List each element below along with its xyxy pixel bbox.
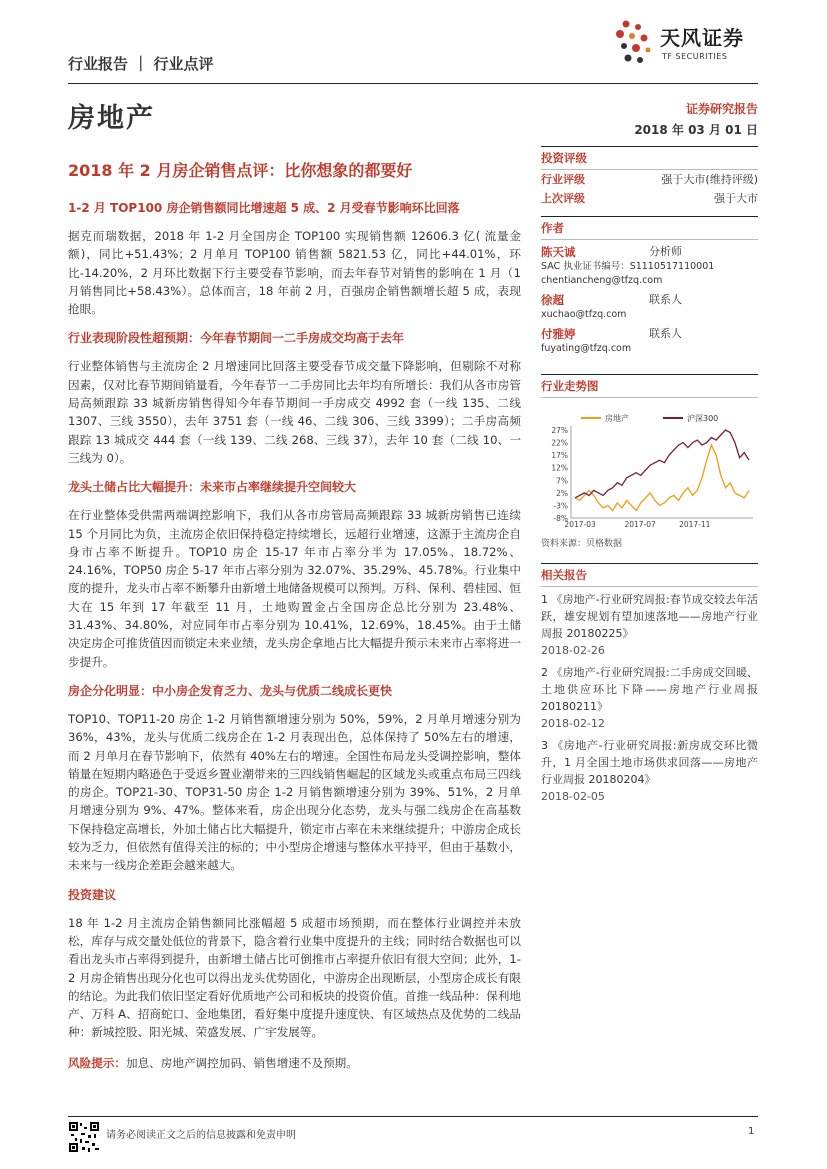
y-tick-label: 22% — [551, 438, 568, 448]
section-heading: 1-2 月 TOP100 房企销售额同比增速超 5 成、2 月受春节影响环比回落 — [68, 201, 460, 215]
trend-heading: 行业走势图 — [541, 374, 758, 398]
author-email[interactable]: xuchao@tfzq.com — [541, 309, 627, 320]
section-heading: 投资建议 — [68, 887, 117, 902]
author-name: 陈天诚 — [541, 245, 576, 259]
trend-chart-svg — [541, 408, 758, 534]
section-paragraph: 在行业整体受供需两端调控影响下，我们从各市房管局高频跟踪 33 城新房销售已连续 15 个月同比为负，主流房企依旧保持稳定持续增长，远超行业增速，这源于主流房企自身市占率不断提升。TOP10 房企 15-17 年市占率分半为 17.05%、18.72%、24.16%，TOP50 房企 5-17 年市占率分别为 32.07%、35.29%、45.78%。行业集中度的提升，龙头市占率不断攀升由新增土地储备规模可以预判。万科、保利、碧桂园、恒大在 15 年到 17 年截至 11 月，土地购置金占全国房企总比分别为 23.48%、31.43%、34.80%，对应同年市占率分别为 10.41%，12.69%，18.45%。由于土储决定房企可推货值因而锁定未来业绩，龙头房企拿地占比大幅提升预示未来市占率将进一步提升。 — [68, 508, 521, 669]
y-tick-label: 27% — [551, 426, 568, 435]
logo-text-cn: 天风证券 — [660, 26, 744, 50]
series-line — [575, 430, 749, 498]
author-role: 联系人 — [649, 327, 682, 340]
author-block — [541, 244, 758, 288]
footer-divider — [68, 1116, 758, 1117]
rating-value: 强于大市(维持评级) — [661, 173, 758, 186]
risk-label: 风险提示： — [68, 1055, 126, 1070]
section-heading: 行业表现阶段性超预期：今年春节期间一二手房成交均高于去年 — [68, 331, 405, 346]
rating-row — [541, 189, 758, 208]
sector-title: 房地产 — [68, 103, 155, 134]
related-list — [541, 591, 758, 806]
author-role: 联系人 — [649, 293, 682, 306]
sidebar — [541, 100, 758, 810]
logo-text-en: TF SECURITIES — [662, 52, 728, 61]
company-logo — [608, 18, 758, 70]
author-block — [541, 292, 758, 322]
section-paragraph: 据克而瑞数据，2018 年 1-2 月全国房企 TOP100 实现销售额 12606.3 亿( 流量金额)，同比+51.43%；2 月单月 TOP100 销售额 5821.53 亿，同比+44.01%，环比-14.20%，2 月环比数据下行主要受春节影响，而去年春节对销售的影响在 1 月（1 月销售同比+58.43%）。总体而言，18 年前 2 月，百强房企销售额增长超 5 成，表现抢眼。 — [68, 229, 521, 317]
series-line — [575, 445, 749, 510]
rating-heading: 投资评级 — [541, 146, 758, 170]
report-category: 行业报告 ｜ 行业点评 — [68, 55, 214, 73]
report-title: 2018 年 2 月房企销售点评：比你想象的都要好 — [68, 161, 413, 180]
qr-code-icon — [68, 1121, 100, 1153]
tf-logo-icon — [612, 18, 656, 70]
y-tick-label: 17% — [551, 451, 568, 461]
author-email[interactable]: fuyating@tfzq.com — [541, 343, 632, 354]
rating-key: 行业评级 — [541, 173, 585, 186]
author-name: 徐超 — [541, 293, 564, 307]
section-paragraph: 行业整体销售与主流房企 2 月增速同比回落主要受春节成交量下降影响，但剔除不对称因素，仅对比春节期间销量看，今年春节一二手房同比去年均有所增长：我们从各市房管局高频跟踪 33 城新房销售得知今年春节期间一手房成交 4992 套（一线 135、二线 1307、三线 3550），去年 3751 套（一线 46、二线 306、三线 3399）；二手房高频跟踪 13 城成交 444 套（一线 139、二线 268、三线 37），去年 10 套（二线 10、一三线为 0）。 — [68, 359, 521, 465]
y-tick-label: 2% — [556, 488, 568, 498]
author-name: 付雅婷 — [541, 327, 576, 341]
author-email[interactable]: chentiancheng@tfzq.com — [541, 275, 663, 286]
author-block — [541, 326, 758, 356]
chart-source: 资料来源：贝格数据 — [541, 539, 623, 549]
related-report-date: 2018-02-26 — [541, 644, 605, 657]
legend-label: 沪深300 — [687, 414, 719, 423]
section-paragraph: 18 年 1-2 月主流房企销售额同比涨幅超 5 成超市场预期，而在整体行业调控并未放松，库存与成交量处低位的背景下，隐含着行业集中度提升的主线；同时结合数据也可以看出龙头市占率得到提升，由新增土储占比可倒推市占率提升依旧有很大空间；此外，1-2 月房企销售出现分化也可以得出龙头优势固化，中游房企出现断层，小型房企成长有限的结论。为此我们依旧坚定看好优质地产公司和板块的投资价值。首推一线品种：保利地产、万科 A、招商蛇口、金地集团，看好集中度提升速度快、有区域热点及优势的二线品种：新城控股、阳光城、荣盛发展、广宇发展等。 — [68, 915, 521, 1040]
related-report-date: 2018-02-12 — [541, 717, 605, 730]
trend-chart — [541, 408, 758, 534]
footer-disclaimer: 请务必阅读正文之后的信息披露和免责申明 — [106, 1130, 296, 1141]
x-tick-label: 2017-03 — [564, 520, 596, 529]
y-tick-label: -3% — [553, 501, 568, 511]
section-heading: 龙头土储占比大幅提升：未来市占率继续提升空间较大 — [68, 480, 357, 495]
header-divider — [68, 83, 758, 84]
related-report-link[interactable]: 3 《房地产-行业研究周报:新房成交环比微升，1 月全国土地市场供求回落——房地产行业周报 20180204》 — [541, 739, 758, 786]
rating-value: 强于大市 — [714, 192, 758, 205]
author-cert: SAC 执业证书编号：S1110517110001 — [541, 261, 715, 272]
y-tick-label: 7% — [556, 476, 568, 486]
author-heading: 作者 — [541, 216, 758, 240]
rating-key: 上次评级 — [541, 192, 585, 205]
related-heading: 相关报告 — [541, 563, 758, 587]
report-date: 2018 年 03 月 01 日 — [634, 123, 758, 137]
section-heading: 房企分化明显：中小房企发育乏力、龙头与优质二线成长更快 — [68, 683, 393, 698]
page-number: 1 — [748, 1126, 755, 1137]
related-report-link[interactable]: 2 《房地产-行业研究周报:二手房成交回暖、土地供应环比下降——房地产行业周报 20180211》 — [541, 666, 758, 713]
related-report-link[interactable]: 1 《房地产-行业研究周报:春节成交较去年活跃，雄安规划有望加速落地——房地产行业周报 20180225》 — [541, 593, 758, 640]
x-tick-label: 2017-11 — [679, 520, 711, 529]
author-role: 分析师 — [649, 245, 682, 258]
x-tick-label: 2017-07 — [624, 520, 656, 529]
y-tick-label: 12% — [551, 463, 568, 473]
legend-label: 房地产 — [605, 414, 629, 423]
section-paragraph: TOP10、TOP11-20 房企 1-2 月销售额增速分别为 50%，59%，2 月单月增速分别为 36%，43%，龙头与优质二线房企在 1-2 月表现出色，总体保持了 50%左右的增速，而 2 月单月在春节影响下，依然有 40%左右的增速。全国性布局龙头受调控影响，整体销量在短期内略逊色于受返乡置业潮带来的三四线销售崛起的区域龙头或重点布局三四线的房企。TOP21-30、TOP31-50 房企 1-2 月销售额增速分别为 39%、51%，2 月单月增速分别为 9%、47%。整体来看，房企出现分化态势，龙头与强二线房企在高基数下保持稳定高增长，外加土储占比大幅提升，锁定市占率在未来继续提升；中游房企成长较为乏力，但依然有值得关注的标的；中小型房企增速与整体水平持平，但由于基数小，未来与一线房企差距会越来越大。 — [68, 711, 521, 873]
report-type: 证券研究报告 — [685, 102, 758, 116]
main-content — [68, 200, 521, 1084]
related-report-date: 2018-02-05 — [541, 790, 605, 803]
risk-text: 加息、房地产调控加码、销售增速不及预期。 — [125, 1055, 358, 1070]
y-tick-label: -8% — [553, 514, 568, 523]
rating-row — [541, 170, 758, 189]
risk-warning — [68, 1054, 521, 1072]
